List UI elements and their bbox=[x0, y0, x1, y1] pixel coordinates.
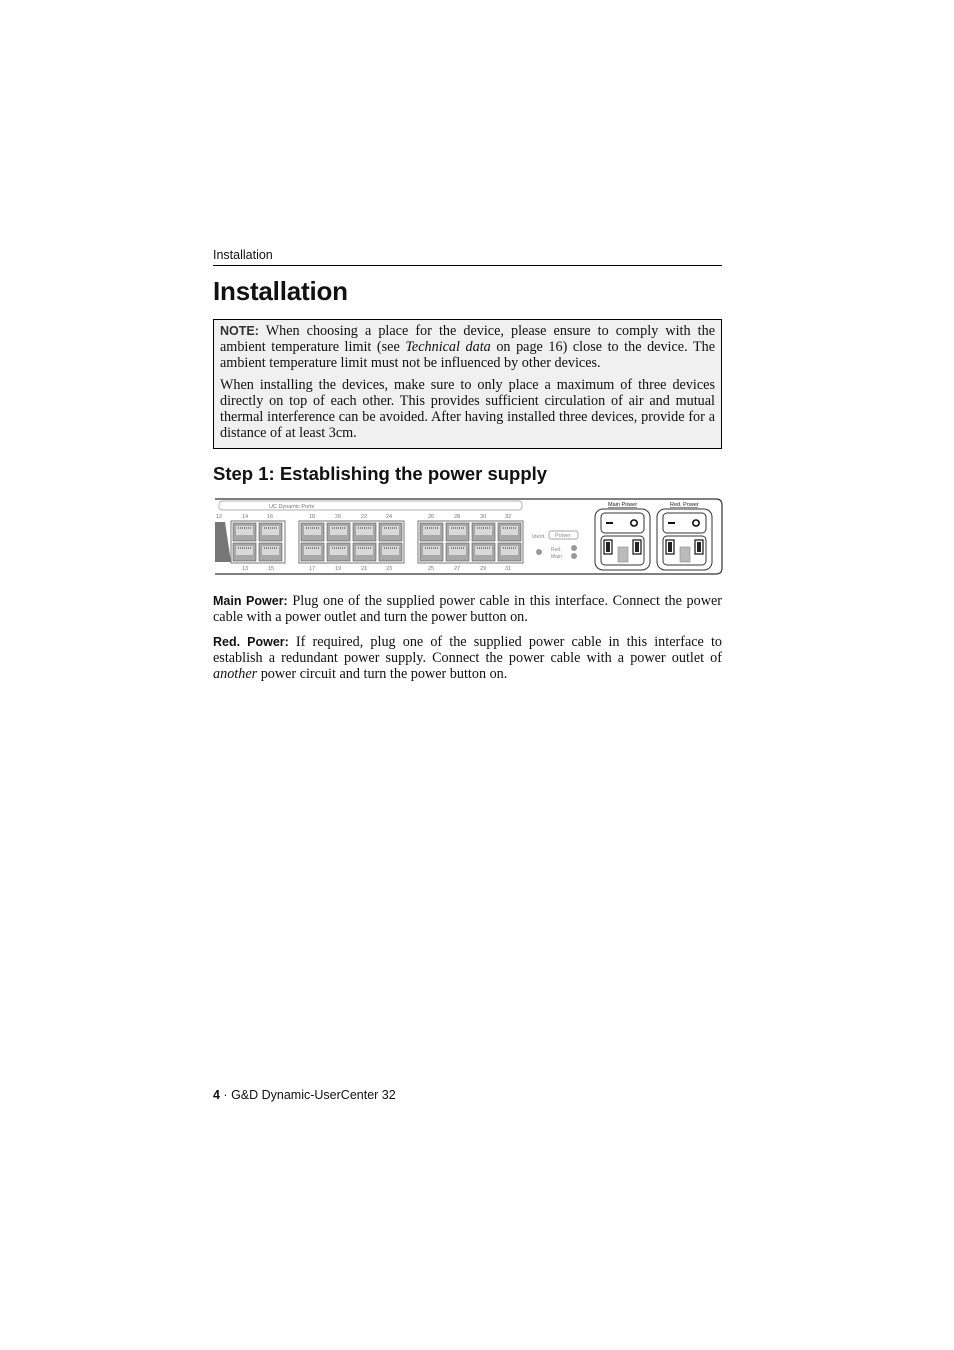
page-number: 4 bbox=[213, 1088, 220, 1102]
power-button-label: Power bbox=[555, 533, 571, 539]
step-1-heading: Step 1: Establishing the power supply bbox=[213, 463, 548, 484]
footer-separator: · bbox=[219, 1088, 232, 1102]
red-led-label: Red. bbox=[551, 547, 562, 553]
port-number: 19 bbox=[335, 566, 342, 572]
ident-led-icon bbox=[536, 549, 542, 555]
note-paragraph-2: When installing the devices, make sure to only place a maximum of three devices directly on top of each other. This provides sufficient circulation of air and mutual thermal interference can be avoided. After having installed three devices, provide for a distance of at least 3cm. bbox=[220, 377, 715, 441]
port-number: 15 bbox=[268, 566, 275, 572]
ident-label: Ident. bbox=[532, 534, 546, 540]
main-led-icon bbox=[571, 553, 577, 559]
red-power-module-label: Red. Power bbox=[670, 502, 699, 508]
main-power-module-label: Main Power bbox=[608, 502, 638, 508]
port-number: 20 bbox=[335, 514, 342, 520]
panel-label: UC Dynamic Ports bbox=[269, 504, 315, 510]
port-number: 22 bbox=[361, 514, 368, 520]
note-paragraph-1 bbox=[220, 323, 715, 371]
red-power-label: Red. Power: bbox=[213, 635, 289, 649]
port-number: 26 bbox=[428, 514, 435, 520]
note-text-b: on page 16) close to the device. The ambient temperature limit must not be influenced by other devices. bbox=[220, 339, 715, 371]
port-number: 24 bbox=[386, 514, 393, 520]
port-number: 18 bbox=[309, 514, 316, 520]
port-number: 29 bbox=[480, 566, 487, 572]
main-power-paragraph bbox=[213, 593, 722, 625]
page-title: Installation bbox=[213, 276, 348, 306]
red-led-icon bbox=[571, 545, 577, 551]
footer-product: G&D Dynamic-UserCenter 32 bbox=[231, 1088, 396, 1102]
port-number: 25 bbox=[428, 566, 435, 572]
port-number: 12 bbox=[216, 514, 223, 520]
port-number: 27 bbox=[454, 566, 461, 572]
port-number: 32 bbox=[505, 514, 512, 520]
device-rear-panel-figure bbox=[213, 497, 723, 576]
port-number: 23 bbox=[386, 566, 393, 572]
note-text-a: When choosing a place for the device, please ensure to comply with the ambient temperature limit (see bbox=[220, 323, 715, 355]
note-label: NOTE: bbox=[220, 324, 259, 338]
red-power-text-a: If required, plug one of the supplied power cable in this interface to establish a redundant power supply. Connect the power cable with a power outlet of bbox=[213, 634, 722, 666]
port-number: 21 bbox=[361, 566, 368, 572]
page-footer bbox=[213, 1088, 396, 1102]
note-box bbox=[213, 319, 722, 449]
main-power-label: Main Power: bbox=[213, 594, 288, 608]
port-number: 17 bbox=[309, 566, 316, 572]
port-number: 28 bbox=[454, 514, 461, 520]
port-number: 14 bbox=[242, 514, 249, 520]
main-power-text: Plug one of the supplied power cable in this interface. Connect the power cable with a power outlet and turn the power button on. bbox=[213, 593, 722, 625]
port-number: 13 bbox=[242, 566, 249, 572]
port-number: 30 bbox=[480, 514, 487, 520]
port-number: 31 bbox=[505, 566, 512, 572]
red-power-paragraph bbox=[213, 634, 722, 682]
running-header bbox=[213, 248, 722, 266]
main-led-label: Main bbox=[551, 554, 562, 560]
port-number: 16 bbox=[267, 514, 274, 520]
running-header-title: Installation bbox=[213, 248, 273, 262]
red-power-emphasis: another bbox=[213, 666, 258, 682]
red-power-text-b: power circuit and turn the power button on. bbox=[257, 666, 508, 682]
technical-data-reference: Technical data bbox=[405, 339, 491, 355]
